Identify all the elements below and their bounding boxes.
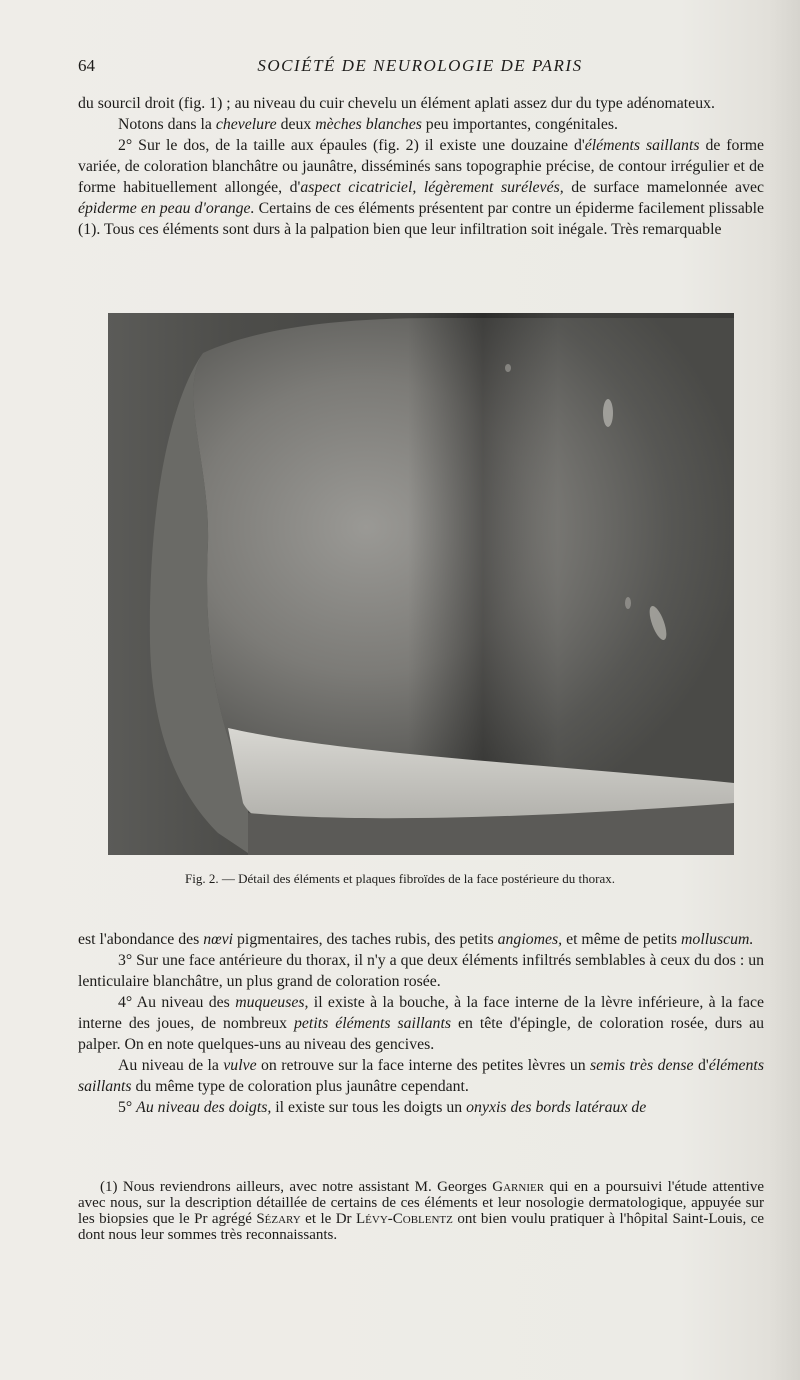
paragraph: 4° Au niveau des muqueuses, il existe à la bouche, à la face interne de la lèvre inférieure, à la face interne des joues, de nombreux petits éléments saillants en tête d'épingle, de coloration rosée, durs au palper. On en note quelques-uns au niveau des gencives.	[78, 994, 764, 1053]
paragraph: du sourcil droit (fig. 1) ; au niveau du cuir chevelu un élément aplati assez dur du type adénomateux.	[78, 95, 715, 112]
running-title: SOCIÉTÉ DE NEUROLOGIE DE PARIS	[257, 56, 583, 75]
paragraph: 3° Sur une face antérieure du thorax, il n'y a que deux éléments infiltrés semblables à ceux du dos : un lenticulaire blanchâtre, un plus grand de coloration rosée.	[78, 952, 764, 990]
paragraph: 5° Au niveau des doigts, il existe sur tous les doigts un onyxis des bords latéraux de	[118, 1099, 647, 1116]
figure-photograph	[108, 313, 734, 855]
figure-label: Fig. 2.	[185, 871, 219, 886]
page-header	[78, 56, 762, 80]
figure-caption-text: — Détail des éléments et plaques fibroïdes de la face postérieure du thorax.	[218, 871, 615, 886]
footnote	[78, 1179, 764, 1243]
photograph-back	[108, 313, 734, 855]
body-text-bottom	[78, 929, 764, 1118]
footnote-text: (1) Nous reviendrons ailleurs, avec notre assistant M. Georges Garnier qui en a poursuivi l'étude attentive avec nous, sur la description détaillée de certains de ces éléments et leur nosologie dermatologique, appuyée sur les biopsies que le Pr agrégé Sézary et le Dr Lévy-Coblentz ont bien voulu pratiquer à l'hôpital Saint-Louis, ce dont nous leur sommes très reconnaissants.	[78, 1179, 765, 1243]
paragraph: est l'abondance des nœvi pigmentaires, des taches rubis, des petits angiomes, et même de petits molluscum.	[78, 931, 754, 948]
figure-caption	[0, 871, 800, 887]
paragraph: Notons dans la chevelure deux mèches blanches peu importantes, congénitales.	[118, 116, 618, 133]
body-text-top	[78, 93, 764, 240]
page-number: 64	[78, 56, 95, 75]
paragraph: 2° Sur le dos, de la taille aux épaules (fig. 2) il existe une douzaine d'éléments saillants de forme variée, de coloration blanchâtre ou jaunâtre, disséminés sans topographie précise, de contour irrégulier et de forme habituellement allongée, d'aspect cicatriciel, légèrement surélevés, de surface mamelonnée avec épiderme en peau d'orange. Certains de ces éléments présentent par contre un épiderme facilement plissable (1). Tous ces éléments sont durs à la palpation bien que leur infiltration soit inégale. Très remarquable	[78, 137, 765, 238]
paragraph: Au niveau de la vulve on retrouve sur la face interne des petites lèvres un semis très dense d'éléments saillants du même type de coloration plus jaunâtre cependant.	[78, 1057, 764, 1095]
